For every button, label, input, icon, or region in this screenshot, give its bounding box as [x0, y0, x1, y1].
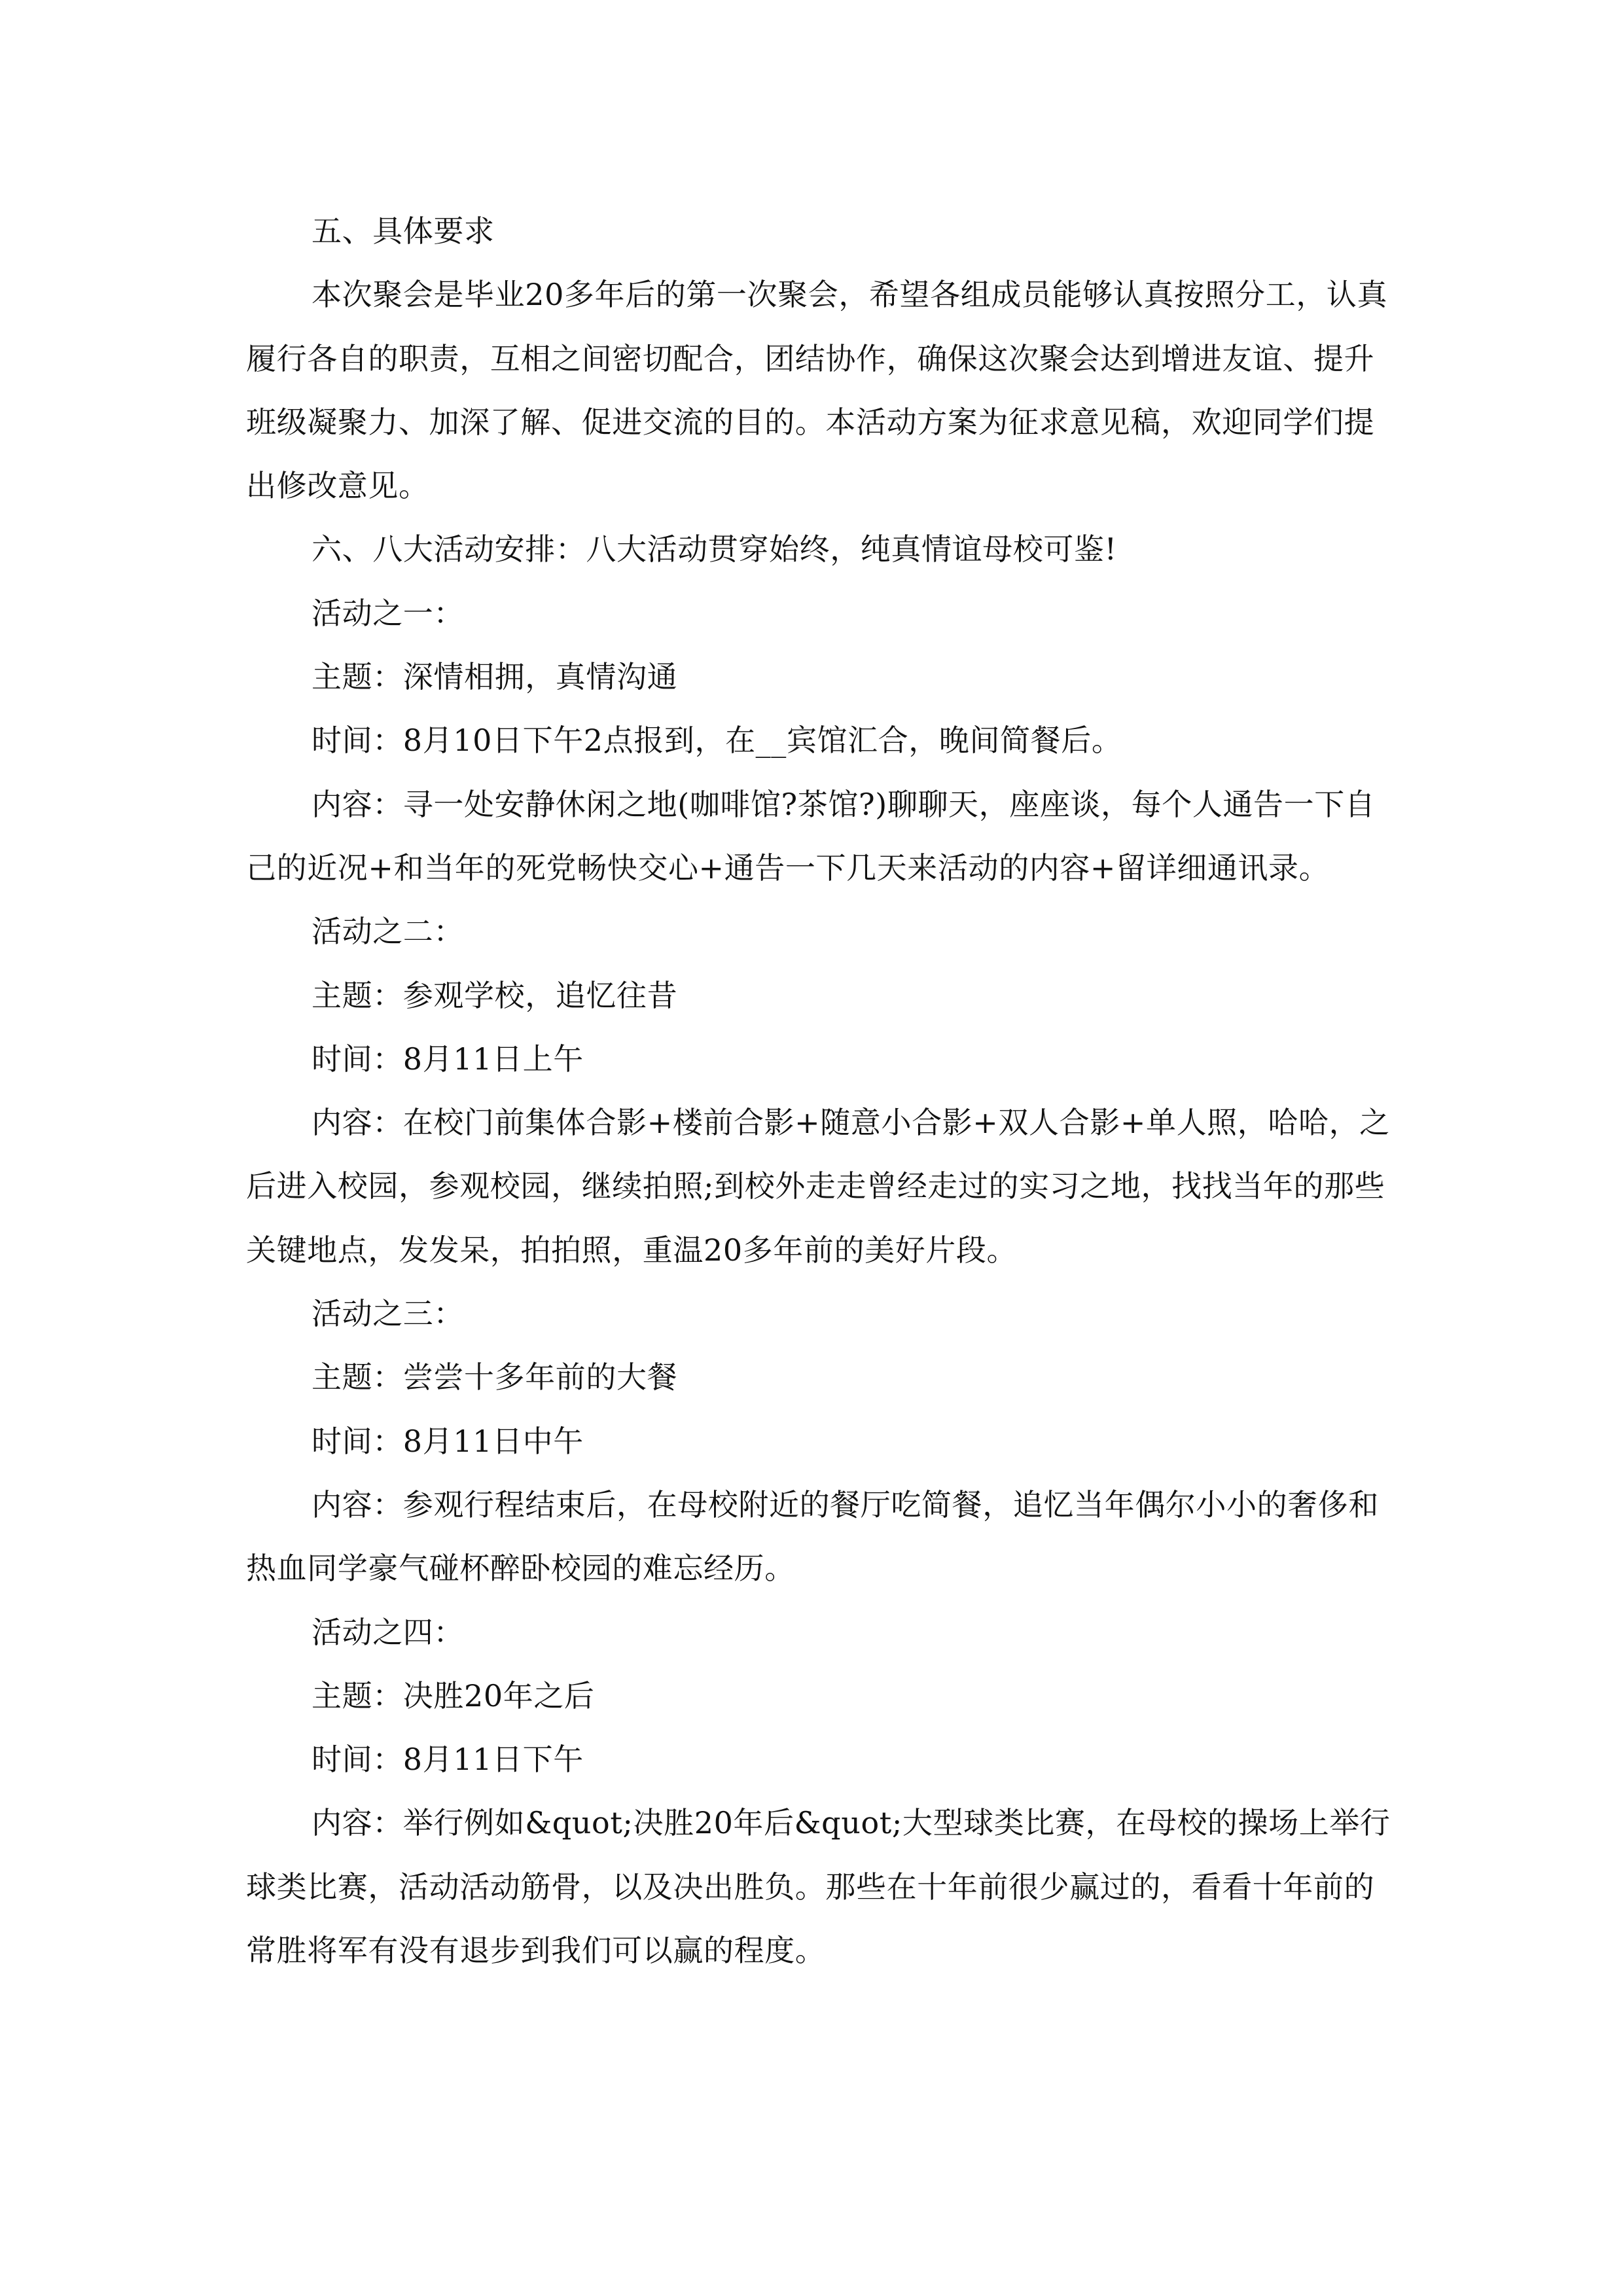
activity-2-heading: 活动之二： — [312, 914, 464, 950]
activity-1-heading: 活动之一： — [312, 595, 464, 631]
document-body — [246, 200, 1398, 1982]
activity-4-content: 内容：举行例如&quot;决胜20年后&quot;大型球类比赛，在母校的操场上举行球类比赛，活动活动筋骨，以及决出胜负。那些在十年前很少赢过的，看看十年前的常胜将军有没有退步到我们可以赢的程度。 — [246, 1805, 1391, 1969]
activity-4-heading: 活动之四： — [312, 1614, 464, 1650]
activity-1-content: 内容：寻一处安静休闲之地(咖啡馆?茶馆?)聊聊天，座座谈，每个人通告一下自己的近况+和当年的死党畅快交心+通告一下几天来活动的内容+留详细通讯录。 — [246, 786, 1376, 886]
section-heading-activities: 六、八大活动安排：八大活动贯穿始终，纯真情谊母校可鉴! — [312, 531, 1117, 567]
section-heading-requirements: 五、具体要求 — [312, 213, 495, 249]
activity-2-content: 内容：在校门前集体合影+楼前合影+随意小合影+双人合影+单人照，哈哈，之后进入校园，参观校园，继续拍照;到校外走走曾经走过的实习之地，找找当年的那些关键地点，发发呆，拍拍照，重温20多年前的美好片段。 — [246, 1105, 1390, 1268]
activity-4-time: 时间：8月11日下午 — [312, 1742, 584, 1778]
activity-3-theme: 主题：尝尝十多年前的大餐 — [312, 1359, 678, 1395]
activity-3-content: 内容：参观行程结束后，在母校附近的餐厅吃简餐，追忆当年偶尔小小的奢侈和热血同学豪气碰杯醉卧校园的难忘经历。 — [246, 1486, 1379, 1587]
paragraph-requirements: 本次聚会是毕业20多年后的第一次聚会，希望各组成员能够认真按照分工，认真履行各自的职责，互相之间密切配合，团结协作，确保这次聚会达到增进友谊、提升班级凝聚力、加深了解、促进交流的目的。本活动方案为征求意见稿，欢迎同学们提出修改意见。 — [246, 277, 1388, 504]
activity-3-heading: 活动之三： — [312, 1296, 464, 1332]
activity-3-time: 时间：8月11日中午 — [312, 1423, 584, 1459]
activity-1-time: 时间：8月10日下午2点报到，在__宾馆汇合，晚间简餐后。 — [312, 723, 1122, 759]
activity-4-theme: 主题：决胜20年之后 — [312, 1677, 595, 1713]
activity-2-time: 时间：8月11日上午 — [312, 1041, 584, 1077]
activity-2-theme: 主题：参观学校，追忆往昔 — [312, 977, 678, 1013]
activity-1-theme: 主题：深情相拥，真情沟通 — [312, 659, 678, 695]
